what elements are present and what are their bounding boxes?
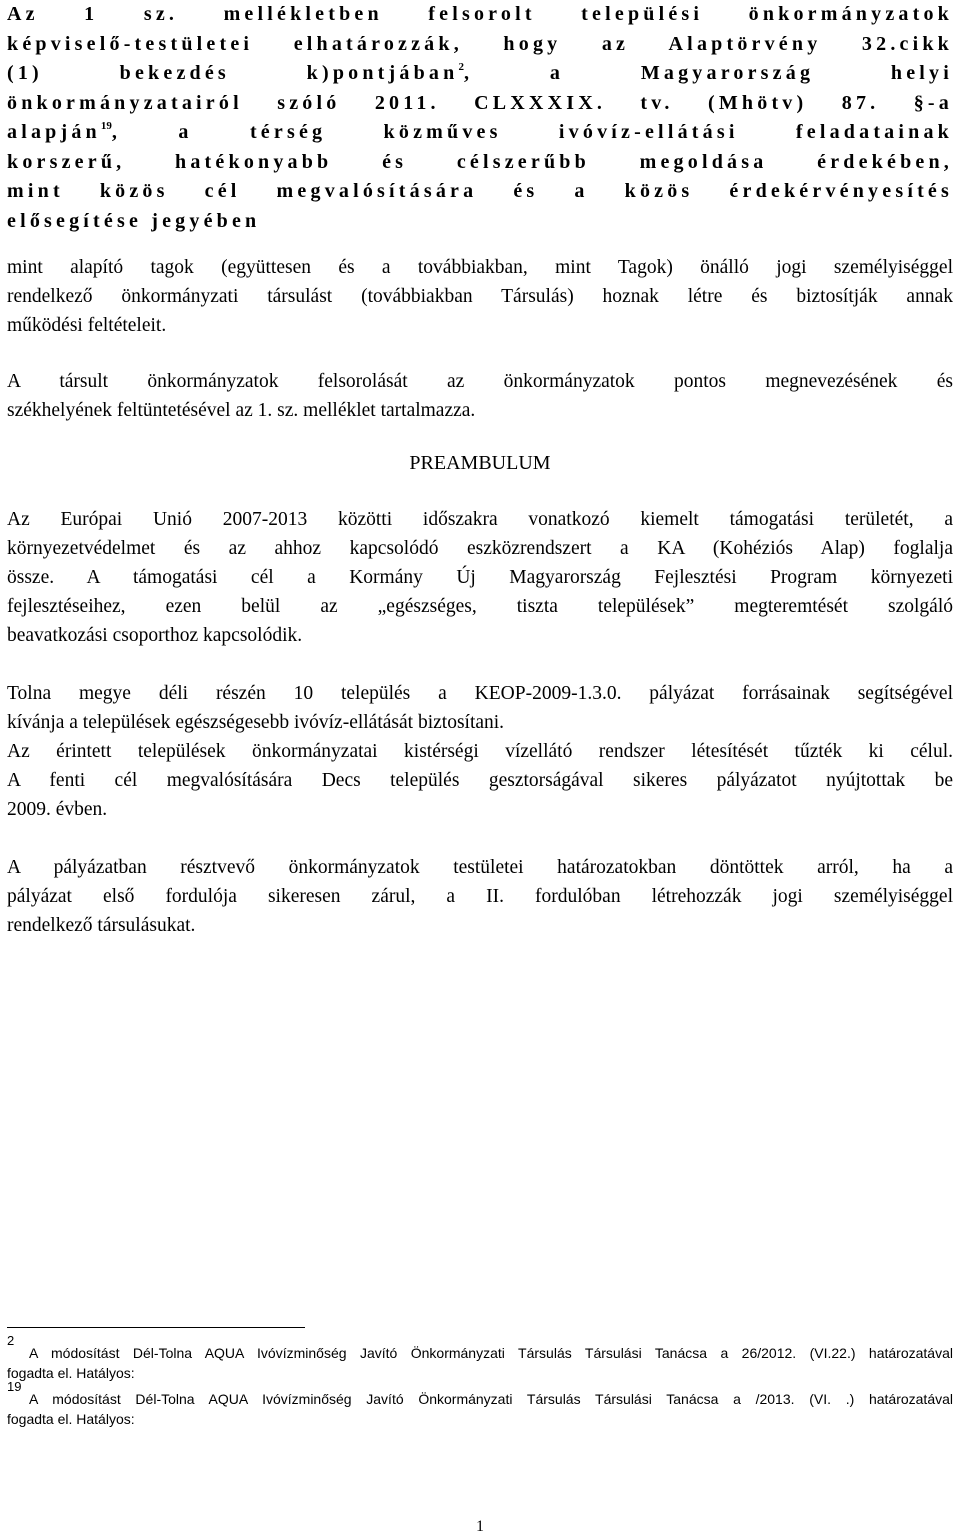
footnote-number: 2 (7, 1333, 15, 1348)
text-line: A társult önkormányzatok felsorolását az önkormányzatok pontos megnevezésének és (7, 371, 953, 392)
paragraph-tolna-project (7, 679, 953, 824)
preamble-line-text (7, 62, 953, 84)
text-line: pályázat első fordulója sikeresen zárul, a II. fordulóban létrehozzák jogi személyiséggel (7, 886, 953, 907)
preamble (7, 0, 953, 236)
preamble-line-text: Az 1 sz. mellékletben felsorolt települési önkormányzatok (7, 3, 953, 25)
text-line: Tolna megye déli részén 10 település a KEOP-2009-1.3.0. pályázat forrásainak segítségével (7, 683, 953, 704)
text-line: működési feltételeit. (7, 315, 167, 336)
footnote-separator (7, 1327, 305, 1328)
text-line: környezetvédelmet és az ahhoz kapcsolódó eszközrendszert a KA (Kohéziós Alap) foglalja (7, 538, 953, 559)
footnote (7, 1333, 953, 1383)
footnote-ref: 19 (100, 120, 112, 132)
text-line: Az érintett települések önkormányzatai kistérségi vízellátó rendszer létesítését tűzték ki célul. (7, 741, 953, 762)
preamble-line-fragment: (1) bekezdés k)pontjában (7, 62, 459, 84)
text-line: rendelkező társulásukat. (7, 915, 196, 936)
paragraph-member-list (7, 367, 953, 425)
preamble-line-text: korszerű, hatékonyabb és célszerűbb megoldása érdekében, (7, 150, 953, 173)
text-line: mint alapító tagok (együttesen és a továbbiakban, mint Tagok) önálló jogi személyiséggel (7, 257, 953, 278)
text-line: székhelyének feltüntetésével az 1. sz. melléklet tartalmazza. (7, 400, 476, 421)
document-page (7, 0, 953, 1537)
preamble-line (7, 207, 953, 237)
preamble-line (7, 0, 953, 30)
text-line: Az Európai Unió 2007-2013 közötti időszakra vonatkozó kiemelt támogatási területét, a (7, 509, 953, 530)
preamble-line-fragment: , a térség közműves ivóvíz-ellátási feladatainak (111, 121, 953, 143)
section-heading: PREAMBULUM (409, 452, 551, 474)
footnote-text: fogadta el. Hatályos: (7, 1365, 135, 1381)
text-line: A fenti cél megvalósítására Decs település gesztorságával sikeres pályázatot nyújtottak be (7, 770, 953, 791)
preamble-line-text: mint közös cél megvalósítására és a közös érdekérvényesítés (7, 180, 953, 202)
preamble-line-text: képviselő-testületei elhatározzák, hogy az Alaptörvény 32.cikk (7, 32, 953, 55)
page-number: 1 (476, 1518, 484, 1535)
text-line: rendelkező önkormányzati társulást (továbbiakban Társulás) hoznak létre és biztosítják annak (7, 286, 953, 307)
text-line: kívánja a települések egészségesebb ivóvíz-ellátását biztosítani. (7, 712, 505, 733)
footnote-text: A módosítást Dél-Tolna AQUA Ivóvízminőség Javító Önkormányzati Társulás Társulási Tanácsa a /2013. (VI. .) határozatával (29, 1391, 953, 1407)
text-line: A pályázatban résztvevő önkormányzatok testületei határozatokban döntöttek arról, ha a (7, 857, 953, 878)
text-line: 2009. évben. (7, 799, 108, 820)
preamble-line (7, 30, 953, 60)
preamble-line (7, 59, 953, 89)
preamble-line (7, 89, 953, 119)
footnote-text: A módosítást Dél-Tolna AQUA Ivóvízminőség Javító Önkormányzati Társulás Társulási Tanácsa a 26/2012. (VI.22.) határozatával (29, 1345, 953, 1361)
text-line: össze. A támogatási cél a Kormány Új Magyarország Fejlesztési Program környezeti (7, 567, 953, 588)
preamble-line (7, 118, 953, 148)
text-line: fejlesztéseihez, ezen belül az „egészséges, tiszta települések” megteremtését szolgáló (7, 596, 953, 617)
footnote-number: 19 (7, 1379, 22, 1394)
preamble-line-fragment: , a Magyarország helyi (463, 62, 953, 84)
paragraph-decision (7, 853, 953, 940)
preamble-line-text: elősegítése jegyében (7, 209, 261, 232)
footnote-text: fogadta el. Hatályos: (7, 1411, 135, 1427)
preamble-line (7, 148, 953, 178)
preamble-line-fragment: alapján (7, 121, 101, 143)
paragraph-eu-support (7, 505, 953, 650)
preamble-line (7, 177, 953, 207)
preamble-line-text (7, 121, 953, 143)
text-line: beavatkozási csoporthoz kapcsolódik. (7, 625, 303, 646)
paragraph-founding-members (7, 253, 953, 340)
preamble-line-text: önkormányzatairól szóló 2011. CLXXXIX. tv. (Mhötv) 87. §-a (7, 91, 953, 114)
footnote (7, 1379, 953, 1429)
footnote-ref: 2 (458, 61, 464, 73)
